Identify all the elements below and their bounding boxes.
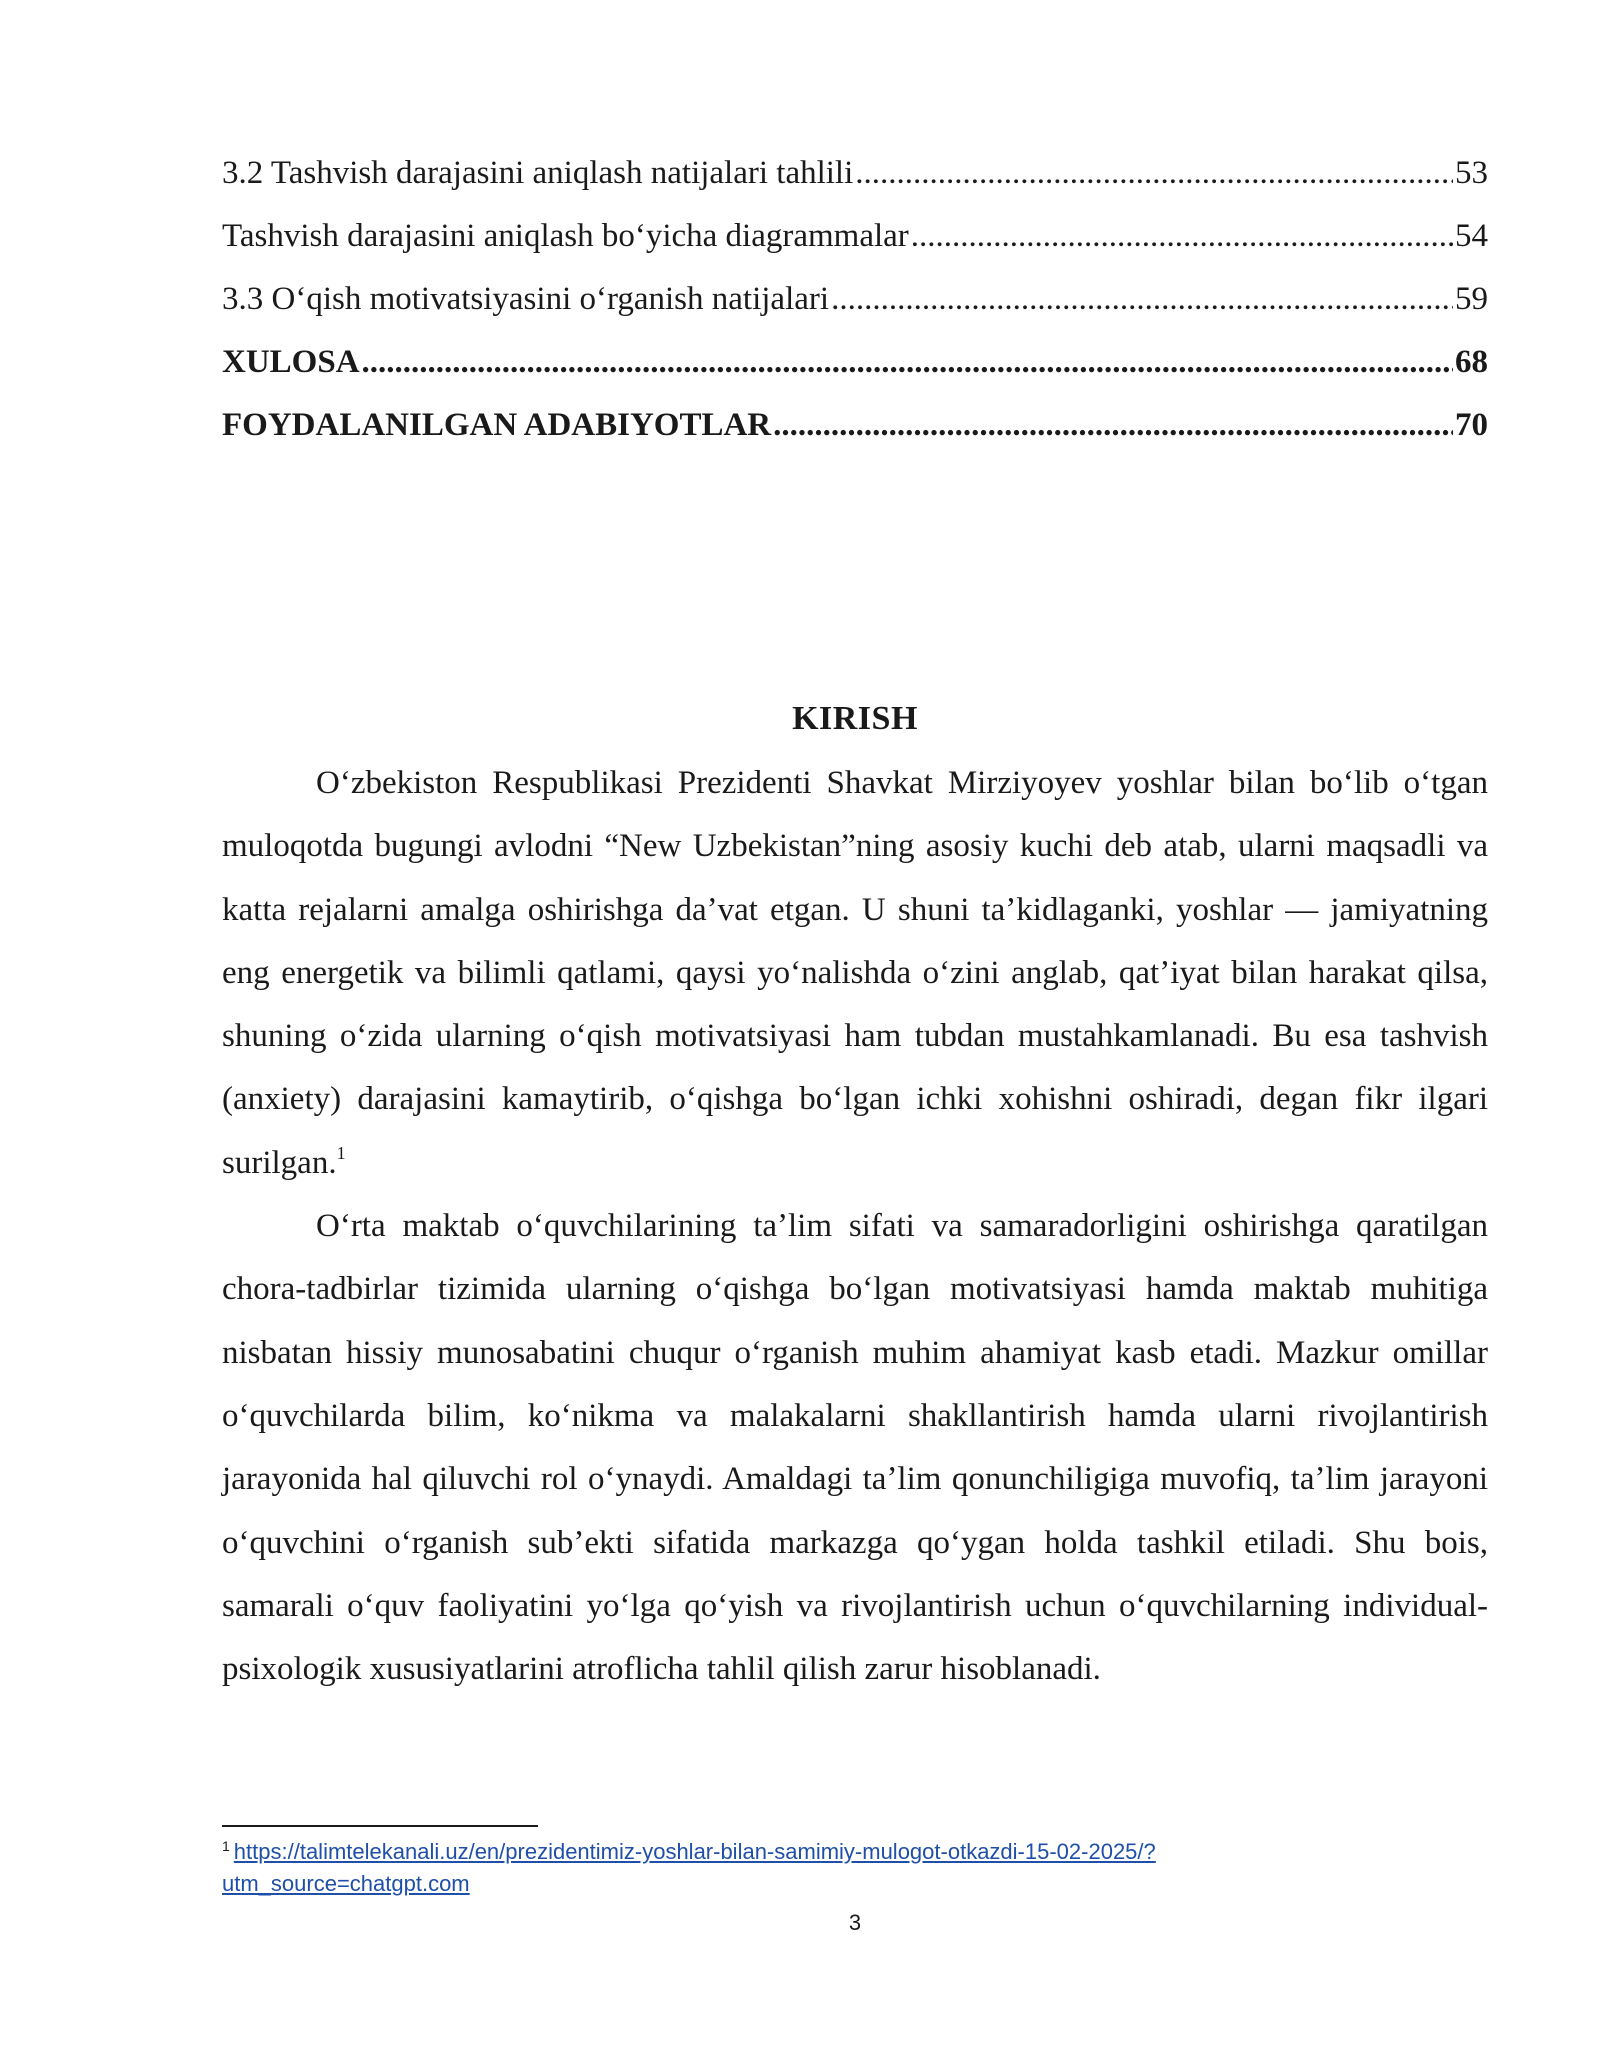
footnote-link-line: utm_source=chatgpt.com (222, 1871, 470, 1896)
toc-entry[interactable] (222, 142, 1488, 205)
toc-entry-title: FOYDALANILGAN ADABIYOTLAR (222, 407, 772, 443)
toc-entry-references[interactable] (222, 394, 1488, 457)
section-heading: KIRISH (792, 700, 918, 737)
footnote-link[interactable] (222, 1839, 1156, 1896)
paragraph-text: Oʻzbekiston Respublikasi Prezidenti Shavkat Mirziyoyev yoshlar bilan boʻlib oʻtgan muloqotda bugungi avlodni “New Uzbekistan”ning asosiy kuchi deb atab, ularni maqsadli va katta rejalarni amalga oshirishga daʼvat etgan. U shuni taʼkidlaganki, yoshlar — jamiyatning eng energetik va bilimli qatlami, qaysi yoʻnalishda oʻzini anglab, qatʼiyat bilan harakat qilsa, shuning oʻzida ularning oʻqish motivatsiyasi ham tubdan mustahkamlanadi. Bu esa tashvish (anxiety) darajasini kamaytirib, oʻqishga boʻlgan ichki xohishni oshiradi, degan fikr ilgari surilgan. (222, 765, 1488, 1181)
paragraph (222, 1195, 1488, 1701)
footnote-reference[interactable]: 1 (336, 1142, 346, 1163)
toc-entry-page: 59 (1455, 281, 1488, 317)
footnote-link-line: https://talimtelekanali.uz/en/prezidentimiz-yoshlar-bilan-samimiy-mulogot-otkazdi-15-02-2025/? (233, 1839, 1156, 1864)
toc-dot-leader (911, 205, 1453, 268)
toc-entry[interactable] (222, 205, 1488, 268)
toc-entry-title: XULOSA (222, 344, 360, 380)
page-number: 3 (848, 1910, 862, 1935)
toc-entry-page: 54 (1455, 218, 1488, 254)
toc-dot-leader (773, 394, 1453, 457)
toc-entry-title: 3.2 Tashvish darajasini aniqlash natijalari tahlili (222, 155, 854, 191)
toc-entry-page: 68 (1455, 344, 1488, 380)
toc-dot-leader (831, 268, 1453, 331)
paragraph (222, 752, 1488, 1195)
body-text (222, 752, 1488, 1701)
toc-dot-leader (362, 331, 1453, 394)
toc-entry-conclusion[interactable] (222, 331, 1488, 394)
toc-entry-page: 70 (1455, 407, 1488, 443)
toc-entry-title: Tashvish darajasini aniqlash boʻyicha diagrammalar (222, 218, 909, 254)
paragraph-text: Oʻrta maktab oʻquvchilarining taʼlim sifati va samaradorligini oshirishga qaratilgan chora-tadbirlar tizimida ularning oʻqishga boʻlgan motivatsiyasi hamda maktab muhitiga nisbatan hissiy munosabatini chuqur oʻrganish muhim ahamiyat kasb etadi. Mazkur omillar oʻquvchilarda bilim, koʻnikma va malakalarni shakllantirish hamda ularni rivojlantirish jarayonida hal qiluvchi rol oʻynaydi. Amaldagi taʼlim qonunchiligiga muvofiq, taʼlim jarayoni oʻquvchini oʻrganish subʼekti sifatida markazga qoʻygan holda tashkil etiladi. Shu bois, samarali oʻquv faoliyatini yoʻlga qoʻyish va rivojlantirish uchun oʻquvchilarning individual-psixologik xususiyatlarini atroflicha tahlil qilish zarur hisoblanadi. (222, 1208, 1488, 1688)
toc-entry-title: 3.3 Oʻqish motivatsiyasini oʻrganish natijalari (222, 281, 830, 317)
toc-entry-page: 53 (1455, 155, 1488, 191)
toc-entry[interactable] (222, 268, 1488, 331)
toc-dot-leader (855, 142, 1453, 205)
footnote (222, 1836, 1322, 1900)
table-of-contents (222, 142, 1488, 457)
footnote-number: 1 (222, 1838, 230, 1854)
footnote-separator (222, 1825, 538, 1827)
